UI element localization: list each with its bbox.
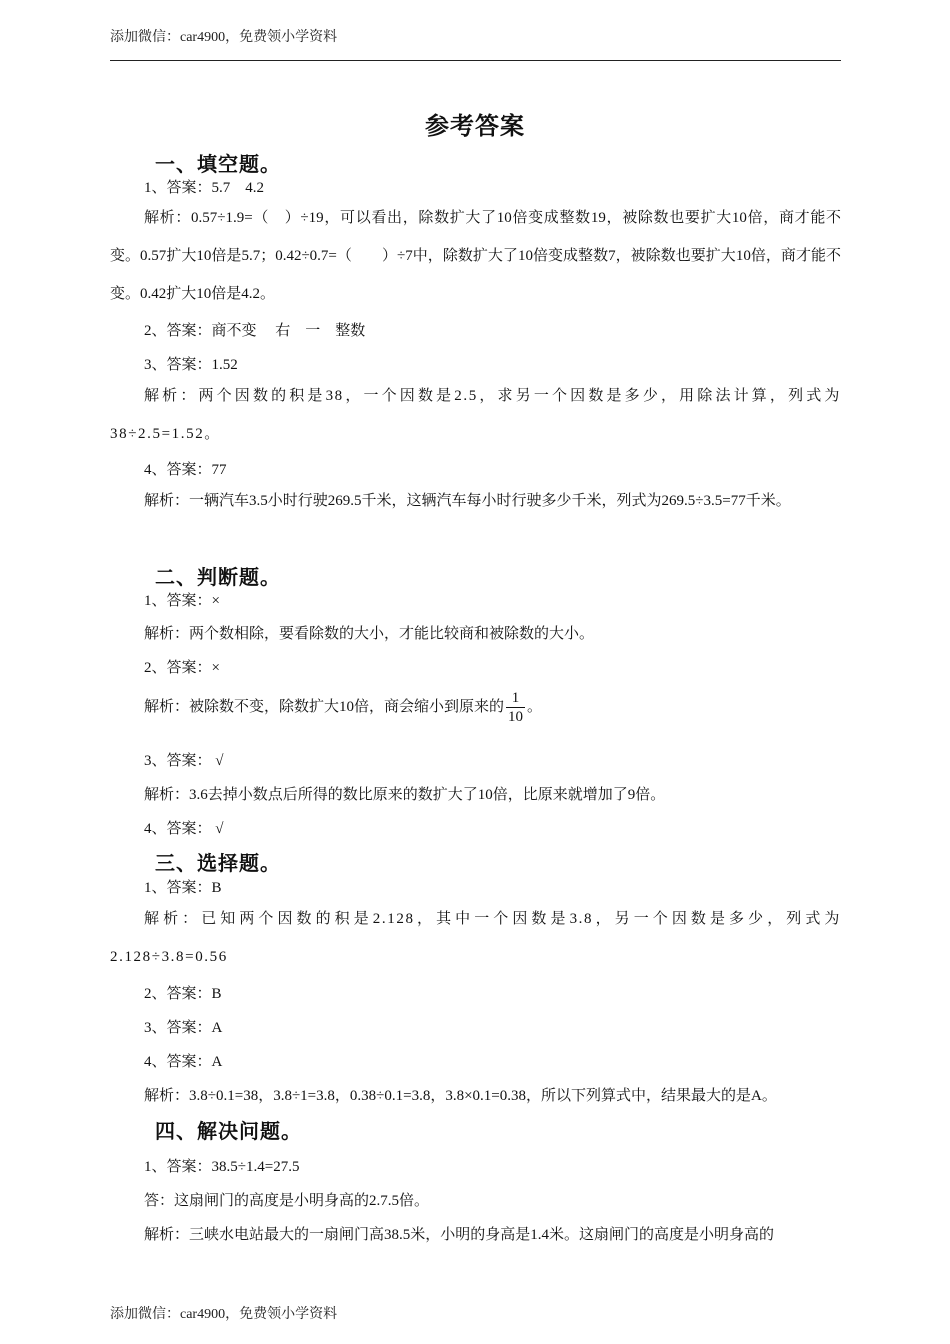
s2-q2-answer: 2、答案：× (144, 660, 220, 676)
header-divider (110, 60, 841, 61)
s1-q1-answer: 1、答案：5.7 4.2 (144, 180, 265, 196)
s2-q3-analysis: 解析：3.6去掉小数点后所得的数比原来的数扩大了10倍，比原来就增加了9倍。 (144, 787, 666, 803)
s2-q1-analysis: 解析：两个数相除，要看除数的大小，才能比较商和被除数的大小。 (144, 626, 595, 642)
s3-q1-analysis: 解析：已知两个因数的积是2.128，其中一个因数是3.8，另一个因数是多少，列式为2.128÷3.8=0.56 (110, 911, 841, 965)
s2-q2-analysis-suffix: 。 (527, 698, 543, 715)
s2-q2-analysis (144, 689, 542, 726)
s3-q1-answer: 1、答案：B (144, 880, 222, 896)
s2-q4-answer: 4、答案： √ (144, 821, 224, 837)
s1-q2-answer: 2、答案：商不变 右 一 整数 (144, 323, 366, 339)
s2-q3-answer: 3、答案： √ (144, 753, 224, 769)
s1-q1-analysis: 解析：0.57÷1.9=（ ）÷19，可以看出，除数扩大了10倍变成整数19，被除数也要扩大10倍，商才能不变。0.57扩大10倍是5.7；0.42÷0.7=（ ）÷7中，除数扩大了10倍变成整数7，被除数也要扩大10倍，商才能不变。0.42扩大10倍是4.2。 (110, 210, 841, 302)
s2-q1-answer: 1、答案：× (144, 593, 220, 609)
s4-q1-analysis: 解析：三峡水电站最大的一扇闸门高38.5米，小明的身高是1.4米。这扇闸门的高度是小明身高的 (144, 1227, 775, 1243)
s1-q3-answer: 3、答案：1.52 (144, 357, 238, 373)
s4-q1-reply: 答：这扇闸门的高度是小明身高的2.7.5倍。 (144, 1193, 430, 1209)
header-note: 添加微信：car4900，免费领小学资料 (110, 30, 338, 45)
section-heading-problem-solving: 四、解决问题。 (155, 1121, 302, 1143)
section-heading-fill-blank: 一、填空题。 (155, 154, 281, 176)
s1-q4-answer: 4、答案：77 (144, 462, 227, 478)
s1-q3-analysis: 解析：两个因数的积是38，一个因数是2.5，求另一个因数是多少，用除法计算，列式为38÷2.5=1.52。 (110, 388, 841, 442)
s3-q2-answer: 2、答案：B (144, 986, 222, 1002)
s3-q4-answer: 4、答案：A (144, 1054, 223, 1070)
s3-q3-answer: 3、答案：A (144, 1020, 223, 1036)
s1-q4-analysis: 解析：一辆汽车3.5小时行驶269.5千米，这辆汽车每小时行驶多少千米，列式为269.5÷3.5=77千米。 (144, 493, 791, 509)
footer-note: 添加微信：car4900，免费领小学资料 (110, 1307, 338, 1322)
s4-q1-answer: 1、答案：38.5÷1.4=27.5 (144, 1159, 300, 1175)
fraction-numerator: 1 (511, 690, 520, 706)
s3-q4-analysis: 解析：3.8÷0.1=38，3.8÷1=3.8，0.38÷0.1=3.8，3.8×0.1=0.38，所以下列算式中，结果最大的是A。 (144, 1088, 777, 1104)
section-heading-multiple-choice: 三、选择题。 (155, 853, 281, 875)
fraction-one-tenth (506, 689, 525, 726)
s2-q2-analysis-prefix: 解析：被除数不变，除数扩大10倍，商会缩小到原来的 (144, 698, 505, 715)
page-title: 参考答案 (425, 114, 525, 140)
fraction-denominator: 10 (508, 709, 524, 725)
section-heading-true-false: 二、判断题。 (155, 567, 281, 589)
